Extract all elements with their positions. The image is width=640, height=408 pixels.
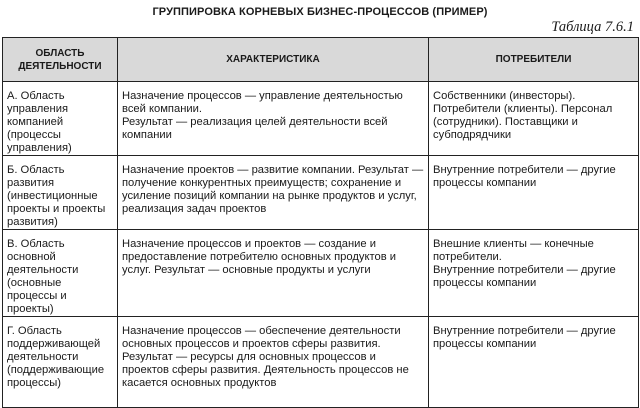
characteristic-text: Назначение процессов — обеспечение деятельности основных процессов и проектов сферы развития. [122, 325, 401, 350]
consumers-text: Внутренние потребители — другие процессы компании [433, 164, 616, 189]
table-number: Таблица 7.6.1 [551, 19, 634, 35]
table-row [3, 317, 639, 408]
table-row [3, 230, 639, 317]
cell-consumers [429, 230, 639, 317]
consumers-text: Внутренние потребители — другие процессы компании [433, 325, 616, 350]
cell-characteristic [118, 82, 429, 156]
header-consumers: ПОТРЕБИТЕЛИ [429, 38, 639, 82]
cell-consumers [429, 156, 639, 230]
table-row [3, 82, 639, 156]
cell-area: Б. Область развития (инвестиционные проекты и проекты развития) [3, 156, 118, 230]
cell-consumers [429, 82, 639, 156]
cell-area: В. Область основной деятельности (основные процессы и проекты) [3, 230, 118, 317]
cell-characteristic [118, 230, 429, 317]
characteristic-text: Назначение проектов — развитие компании. Результат — получение конкурентных преимуществ; сохранение и усиление позиций компании на рынке продуктов и услуг, реализация задач проектов [122, 164, 424, 215]
characteristic-text: Результат — ресурсы для основных процессов и проектов сферы развития. Деятельность процессов не касается основных продуктов [122, 351, 409, 389]
header-characteristic: ХАРАКТЕРИСТИКА [118, 38, 429, 82]
consumers-text: Внутренние потребители — другие процессы компании [433, 264, 616, 289]
business-process-table [2, 37, 639, 408]
cell-area: А. Область управления компанией (процессы управления) [3, 82, 118, 156]
table-header-row [3, 38, 639, 82]
header-area: ОБЛАСТЬ ДЕЯТЕЛЬНОСТИ [3, 38, 118, 82]
consumers-text: Собственники (инвесторы). Потребители (клиенты). Персонал (сотрудники). Поставщики и субподрядчики [433, 90, 613, 141]
characteristic-text: Назначение процессов — управление деятельностью всей компании. [122, 90, 403, 115]
table-title: ГРУППИРОВКА КОРНЕВЫХ БИЗНЕС-ПРОЦЕССОВ (ПРИМЕР) [152, 6, 488, 18]
characteristic-text: Результат — реализация целей деятельности всей компании [122, 116, 388, 141]
cell-characteristic [118, 317, 429, 408]
cell-consumers [429, 317, 639, 408]
characteristic-text: Назначение процессов и проектов — создание и предоставление потребителю основных продуктов и услуг. Результат — основные продукты и услуги [122, 238, 397, 276]
cell-area: Г. Область поддерживающей деятельности (поддерживающие процессы) [3, 317, 118, 408]
consumers-text: Внешние клиенты — конечные потребители. [433, 238, 594, 263]
table-row [3, 156, 639, 230]
cell-characteristic [118, 156, 429, 230]
